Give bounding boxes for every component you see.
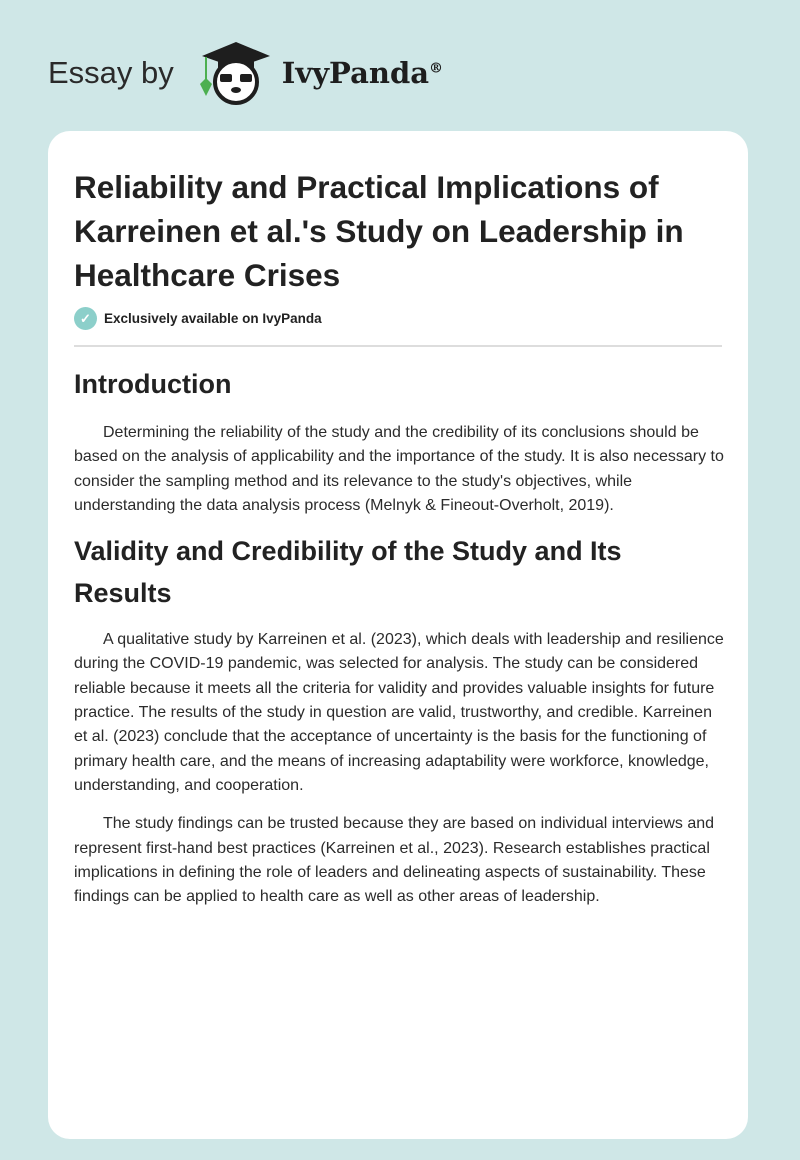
- divider: [74, 345, 722, 347]
- site-header: [48, 38, 443, 108]
- section-heading: Introduction: [74, 369, 232, 399]
- page-title: Reliability and Practical Implications of Karreinen et al.'s Study on Leadership in Healthcare Crises: [74, 169, 684, 293]
- badge-label: Exclusively available on IvyPanda: [104, 311, 322, 326]
- panda-logo-icon: [194, 38, 274, 108]
- section-heading: Validity and Credibility of the Study and Its Results: [74, 536, 622, 609]
- brand-name[interactable]: IvyPanda®: [281, 56, 444, 90]
- paragraph: A qualitative study by Karreinen et al. (2023), which deals with leadership and resilience during the COVID-19 pandemic, was selected for analysis. The study can be considered reliable because it meets all the criteria for validity and provides valuable insights for future practice. The results of the study in question are valid, trustworthy, and credible. Karreinen et al. (2023) conclude that the acceptance of uncertainty is the basis for the functioning of primary health care, and the means of increasing adaptability were workforce, knowledge, understanding, and cooperation.: [74, 631, 724, 794]
- essay-by-label: Essay by: [48, 55, 174, 90]
- paragraph: Determining the reliability of the study and the credibility of its conclusions should be based on the analysis of applicability and the importance of the study. It is also necessary to consider the sampling method and its relevance to the study's objectives, while understanding the data analysis process (Melnyk & Fineout-Overholt, 2019).: [74, 424, 724, 514]
- essay-card: [48, 131, 748, 1139]
- exclusive-badge: [74, 307, 322, 330]
- essay-body: [74, 363, 726, 909]
- check-icon: ✓: [74, 307, 97, 330]
- paragraph: The study findings can be trusted because they are based on individual interviews and represent first-hand best practices (Karreinen et al., 2023). Research establishes practical implications in defining the role of leaders and delineating aspects of sustainability. These findings can be applied to health care as well as other areas of leadership.: [74, 815, 715, 906]
